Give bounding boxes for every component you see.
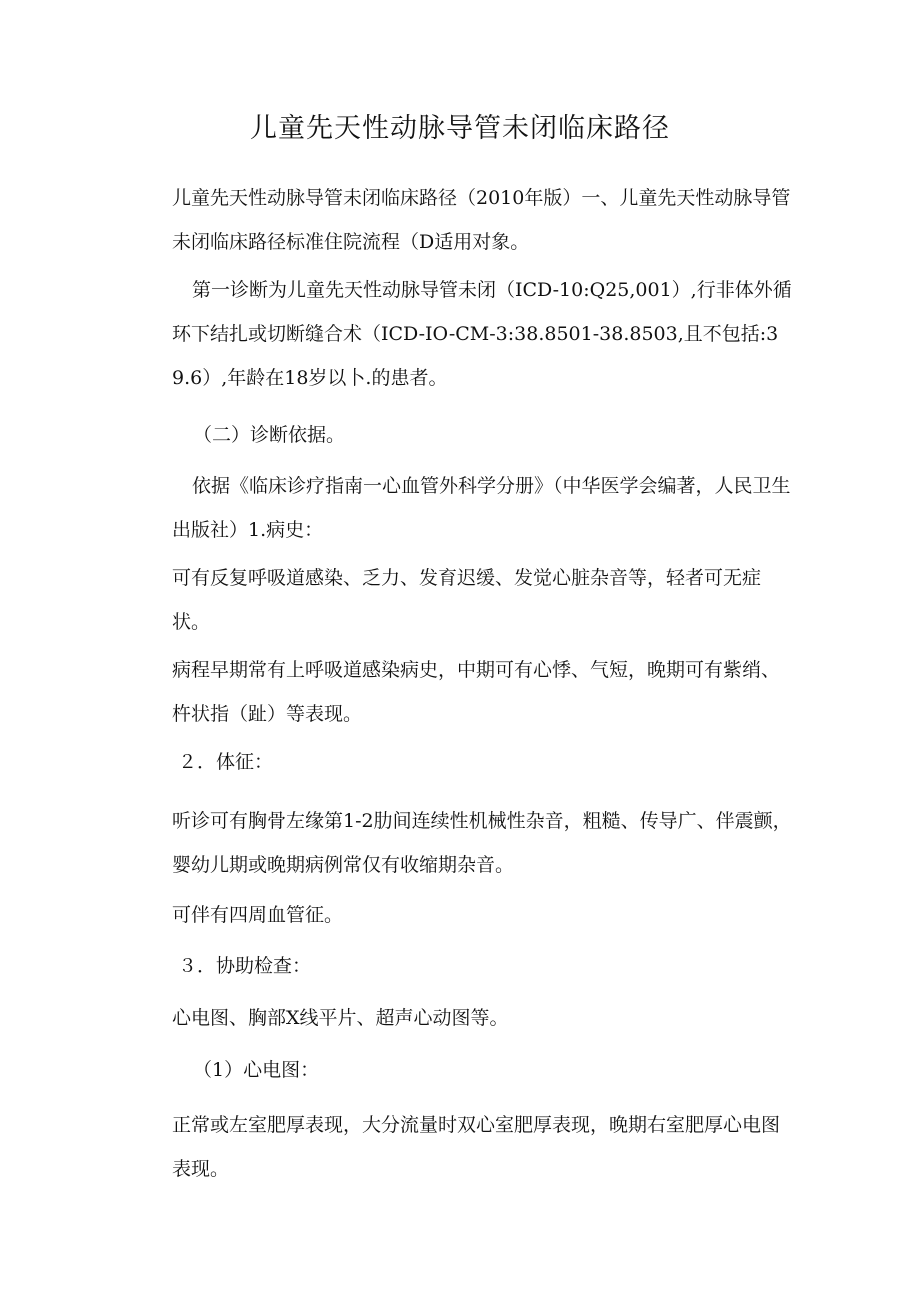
paragraph-exam-list: 心电图、胸部X线平片、超声心动图等。 [172, 1007, 509, 1029]
paragraph-reference-guide: 依据《临床诊疗指南一心血管外科学分册》（中华医学会编著，人民卫生出版社）1.病史： [172, 475, 791, 541]
section-heading-auxiliary-exam: ３．协助检查： [178, 955, 312, 977]
paragraph-auscultation: 听诊可有胸骨左缘第1-2肋间连续性机械性杂音，粗糙、传导广、伴震颤，婴幼儿期或晚期病例常仅有收缩期杂音。 [172, 810, 792, 876]
paragraph-intro: 儿童先天性动脉导管未闭临床路径（2010年版）一、儿童先天性动脉导管未闭临床路径标准住院流程（D适用对象。 [172, 187, 791, 253]
paragraph-diagnosis-scope: 第一诊断为儿童先天性动脉导管未闭（ICD-10:Q25,001）,行非体外循环下结扎或切断缝合术（ICD-IO-CM-3:38.8501-38.8503,且不包括:39.6）,年龄在18岁以卜.的患者。 [172, 279, 792, 389]
paragraph-peripheral-signs: 可伴有四周血管征。 [172, 904, 344, 926]
paragraph-medical-history: 可有反复呼吸道感染、乏力、发育迟缓、发觉心脏杂音等，轻者可无症状。 [172, 567, 762, 633]
document-title: 儿童先天性动脉导管未闭临床路径 [250, 113, 670, 144]
paragraph-disease-course: 病程早期常有上呼吸道感染病史，中期可有心悸、气短，晚期可有紫绡、杵状指（趾）等表现。 [172, 659, 781, 725]
section-heading-ecg: （1）心电图： [193, 1059, 320, 1081]
section-heading-diagnosis-basis: （二）诊断依据。 [193, 424, 346, 446]
paragraph-ecg-findings: 正常或左室肥厚表现，大分流量时双心室肥厚表现，晚期右室肥厚心电图表现。 [172, 1114, 781, 1180]
section-heading-signs: ２．体征： [178, 751, 274, 773]
